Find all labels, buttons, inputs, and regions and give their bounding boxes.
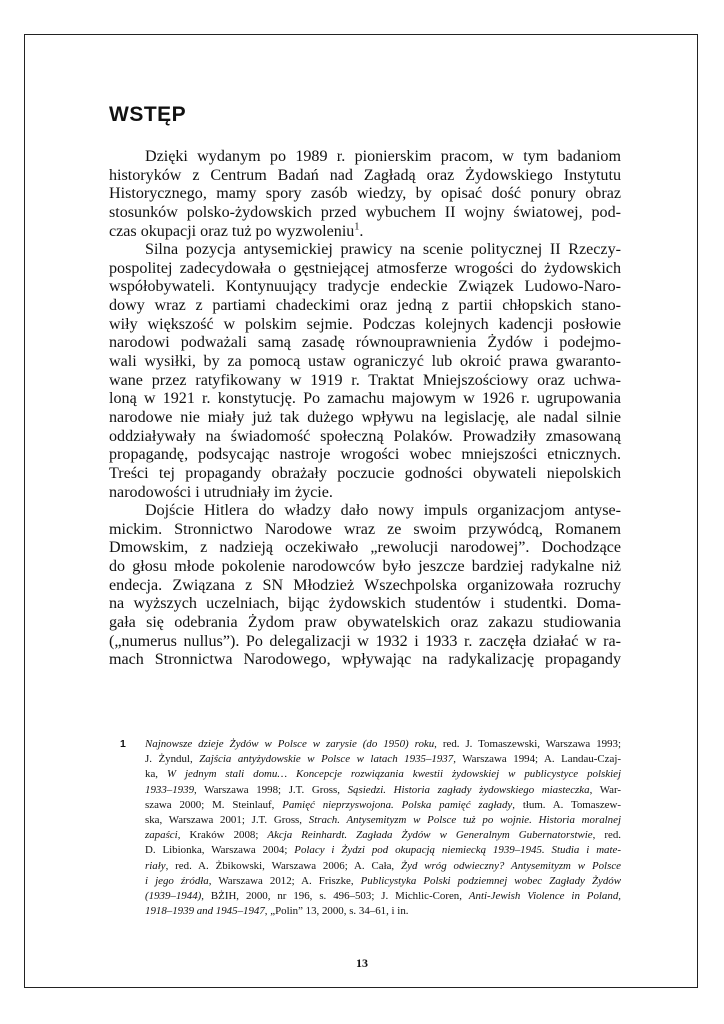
text-line: wane przez ratyfikowany w 1919 r. Traktat Mniejszościowy oraz uchwa-: [109, 371, 621, 389]
text-line: loną w 1921 r. konstytucję. Po zamachu majowym w 1926 r. ugrupowania: [109, 390, 621, 408]
text-line: narodowe nie miały już tak dużego wpływu na legislację, ale nadal silnie: [109, 408, 621, 426]
footnote-line: [145, 874, 621, 889]
footnote-italic-run: 1933–1939: [145, 783, 195, 796]
footnote-italic-run: Sąsiedzi. Historia zagłady żydowskiego miasteczka: [347, 783, 590, 796]
text-line: endecja. Związana z SN Młodzież Wszechpolska organizowała rozruchy: [109, 576, 621, 594]
text-line: Silna pozycja antysemickiej prawicy na scenie politycznej II Rzeczy-: [145, 241, 621, 259]
footnote: [121, 737, 621, 919]
footnote-run: , red. J. Tomaszewski, Warszawa 1993;: [434, 738, 622, 750]
footnote-run: , Warszawa 1998; J.T. Gross,: [194, 783, 348, 796]
text-line: gała się odebrania Żydom praw obywatelskich oraz zakazu studiowania: [109, 614, 621, 632]
text-line: mickim. Stronnictwo Narodowe wraz ze swoim przywódcą, Romanem: [109, 520, 621, 538]
footnote-italic-run: Zajścia antyżydowskie w Polsce w latach 1935–1937: [199, 753, 454, 766]
footnote-italic-run: riały: [145, 859, 166, 872]
text-line: Historycznego, mamy spory zasób wiedzy, by opisać dość ponury obraz: [109, 185, 621, 203]
footnote-italic-run: Polacy i Żydzi pod okupacją niemiecką 1939–1945. Studia i mate-: [294, 844, 621, 857]
footnote-italic-run: zapaści: [145, 829, 178, 842]
footnote-italic-run: Anti-Jewish Violence in Poland,: [468, 889, 621, 902]
footnote-line: [145, 904, 621, 919]
text-line: wali wysiłki, by za pomocą ustaw ograniczyć lub okroić prawa gwaranto-: [109, 353, 621, 371]
text-span: .: [359, 222, 364, 240]
footnote-run: ska, Warszawa 2001; J.T. Gross,: [145, 813, 309, 826]
text-line: mach Stronnictwa Narodowego, wpływając na radykalizację propagandy: [109, 651, 621, 669]
text-line: pospolitej zadecydowała o gęstniejącej atmosferze wrogości do żydowskich: [109, 259, 621, 277]
footnote-run: , BŻIH, 2000, nr 196, s. 496–503; J. Michlic-Coren,: [201, 889, 469, 902]
footnote-line: [145, 859, 621, 874]
text-line: propagandę, podsycając nastroje wrogości wobec mniejszości etnicznych.: [109, 446, 621, 464]
footnote-line: [145, 798, 621, 813]
footnote-line: [145, 783, 621, 798]
footnote-line: [145, 767, 621, 782]
footnote-run: , War-: [589, 783, 621, 796]
footnote-run: , Warszawa 1994; A. Landau-Czaj-: [453, 753, 621, 766]
text-line: („numerus nullus”). Po delegalizacji w 1932 i 1933 r. zaczęła działać w ra-: [109, 632, 621, 650]
text-line: Treści tej propagandy obrażały poczucie godności obywateli niepolskich: [109, 464, 621, 482]
section-heading: WSTĘP: [109, 103, 187, 126]
footnote-run: ka,: [145, 768, 167, 781]
footnote-run: szawa 2000; M. Steinlauf,: [145, 798, 283, 811]
footnote-line: [145, 813, 621, 828]
text-line: Dzięki wydanym po 1989 r. pionierskim pracom, w tym badaniom: [145, 148, 621, 165]
text-line: współobywateli. Kontynuujący tradycje endeckie Związek Ludowo-Naro-: [109, 278, 621, 296]
text-span: czas okupacji oraz tuż po wyzwoleniu: [109, 222, 355, 240]
footnote-run: , Kraków 2008;: [177, 829, 268, 842]
footnote-text: [145, 737, 621, 919]
footnote-number: 1: [120, 738, 126, 750]
paragraph-3: [109, 502, 621, 670]
text-line: na wyższych uczelniach, bijąc żydowskich studentów i studentki. Doma-: [109, 595, 621, 613]
footnote-italic-run: i jego źródła: [145, 874, 209, 887]
footnote-line: [145, 737, 621, 752]
footnote-line: [145, 752, 621, 767]
text-line: Dojście Hitlera do władzy dało nowy impuls organizacjom antyse-: [145, 502, 621, 520]
footnote-run: D. Libionka, Warszawa 2004;: [145, 844, 295, 857]
footnote-line: [145, 828, 621, 843]
footnote-italic-run: (1939–1944): [145, 889, 202, 902]
footnote-run: , tłum. A. Tomaszew-: [512, 798, 622, 811]
footnote-run: , Warszawa 2012; A. Friszke,: [208, 874, 361, 887]
footnote-run: J. Żyndul,: [145, 753, 200, 766]
footnote-italic-run: Najnowsze dzieje Żydów w Polsce w zarysie (do 1950) roku: [145, 738, 435, 750]
text-line: historyków z Centrum Badań nad Zagładą oraz Żydowskiego Instytutu: [109, 166, 621, 184]
footnote-italic-run: Strach. Antysemityzm w Polsce tuż po wojnie. Historia moralnej: [308, 813, 621, 826]
text-line-last: narodowości i utrudniały im życie.: [109, 483, 333, 501]
text-line: Dmowskim, z nadzieją oczekiwało „rewolucji narodowej”. Dochodzące: [109, 539, 621, 557]
footnote-italic-run: Żyd wróg odwieczny? Antysemityzm w Polsce: [401, 859, 621, 872]
paragraph-1: [109, 148, 621, 241]
text-line: stosunków polsko-żydowskich przed wybuchem II wojny światowej, pod-: [109, 203, 621, 221]
footnote-line: [145, 843, 621, 858]
footnote-italic-run: Akcja Reinhardt. Zagłada Żydów w Generalnym Gubernatorstwie: [267, 829, 593, 842]
footnote-italic-run: Pamięć nieprzyswojona. Polska pamięć zagłady: [282, 798, 513, 811]
footnote-line: [145, 889, 621, 904]
text-line: dowy wraz z partiami chadeckimi oraz jedną z partii chłopskich stano-: [109, 297, 621, 315]
page-number: 13: [356, 956, 368, 970]
footnote-run: , red. A. Żbikowski, Warszawa 2006; A. Cała,: [165, 859, 402, 872]
text-line: narodowi podważali samą zasadę równouprawnienia Żydów i podejmo-: [109, 334, 621, 352]
body-text: [109, 148, 621, 670]
text-line: wiły większość w polskim sejmie. Podczas kolejnych kadencji posłowie: [109, 315, 621, 333]
text-line-last: [109, 223, 621, 242]
footnote-italic-run: 1918–1939 and 1945–1947: [145, 905, 265, 918]
footnote-run: , red.: [592, 829, 621, 842]
footnote-italic-run: W jednym stali domu… Koncepcje rozwiązania kwestii żydowskiej w publicystyce polskiej: [166, 768, 621, 781]
footnote-italic-run: Publicystyka Polski podziemnej wobec Zagłady Żydów: [360, 874, 622, 887]
text-line: do głosu młode pokolenie narodowców było jeszcze bardziej radykalne niż: [109, 558, 621, 576]
footnote-run: , „Polin” 13, 2000, s. 34–61, i in.: [264, 905, 409, 918]
text-line: oddziaływały na świadomość społeczną Polaków. Prowadziły zmasowaną: [109, 427, 621, 445]
paragraph-2: [109, 241, 621, 502]
footnote-ref[interactable]: 1: [354, 221, 360, 233]
